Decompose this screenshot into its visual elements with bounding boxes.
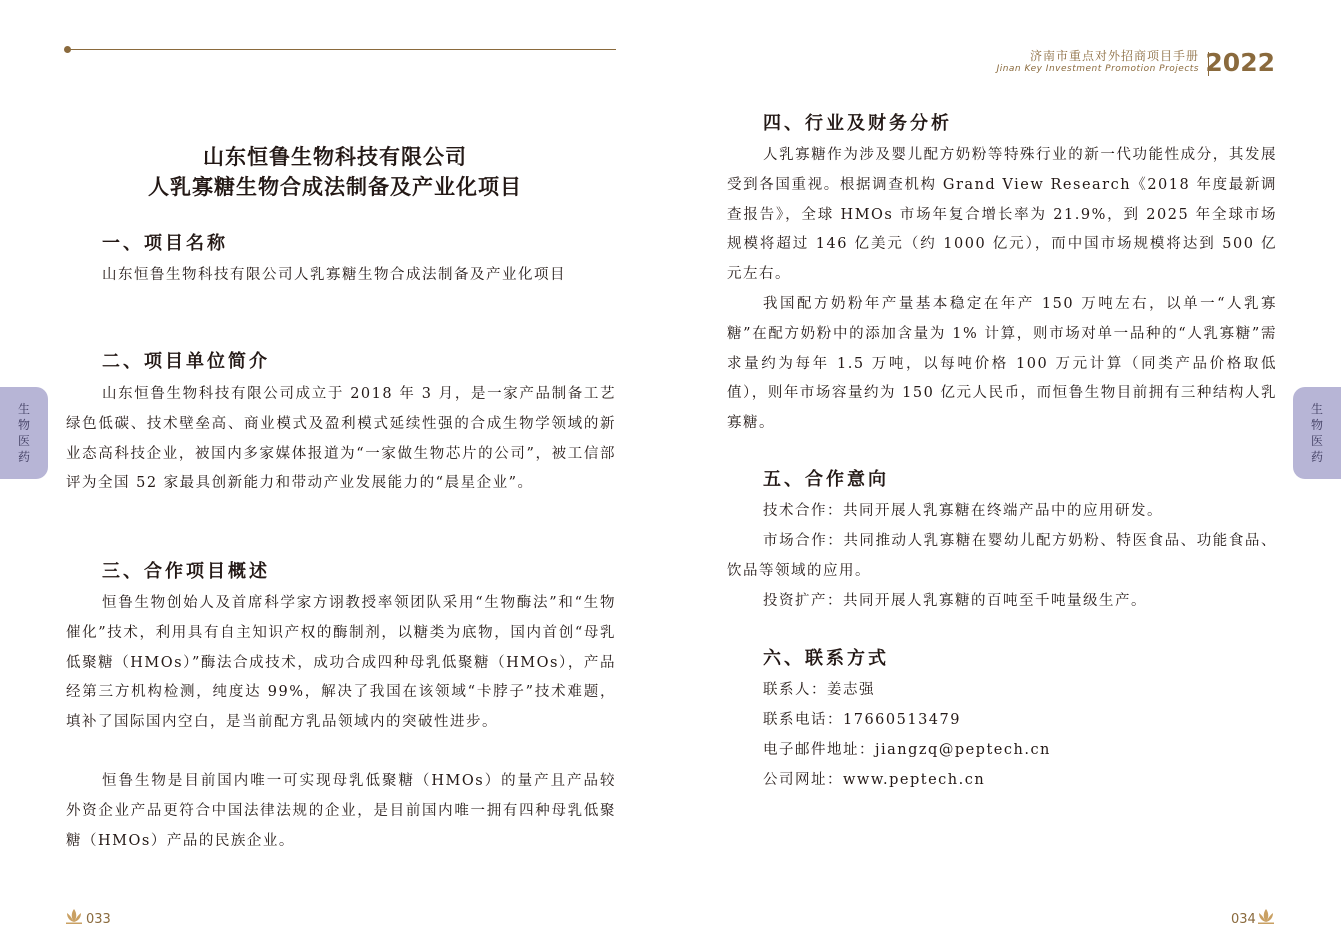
- section-heading-2: 二、项目单位简介: [102, 351, 270, 372]
- header-year: 2022: [1205, 48, 1275, 77]
- header-title-cn: 济南市重点对外招商项目手册: [1029, 49, 1199, 63]
- side-tab-char-3: 医: [17, 434, 30, 448]
- running-header: [965, 48, 1275, 78]
- section-heading-4: 四、行业及财务分析: [763, 113, 952, 134]
- section-heading-1: 一、项目名称: [102, 233, 228, 254]
- lotus-icon: [1255, 907, 1277, 925]
- section-5-para-1: 技术合作：共同开展人乳寡糖在终端产品中的应用研发。: [763, 503, 1163, 519]
- section-4-para-1: 人乳寡糖作为涉及婴儿配方奶粉等特殊行业的新一代功能性成分，其发展受到各国重视。根据调查机构 Grand View Research《2018 年度最新调查报告》，全球 HMOs 市场年复合增长率为 21.9%，到 2025 年全球市场规模将超过 146 亿美元（约 1000 亿元），而中国市场规模将达到 500 亿元左右。: [727, 147, 1277, 283]
- section-3-para-1: 恒鲁生物创始人及首席科学家方诩教授率领团队采用“生物酶法”和“生物催化”技术，利用具有自主知识产权的酶制剂，以糖类为底物，国内首创“母乳低聚糖（HMOs）”酶法合成技术，成功合成四种母乳低聚糖（HMOs），产品经第三方机构检测，纯度达 99%，解决了我国在该领域“卡脖子”技术难题，填补了国际国内空白，是当前配方乳品领域内的突破性进步。: [66, 595, 616, 731]
- header-title-en: Jinan Key Investment Promotion Projects: [996, 64, 1199, 74]
- contact-website: 公司网址：www.peptech.cn: [763, 772, 986, 788]
- header-rule: [68, 49, 616, 50]
- section-5-para-3: 投资扩产：共同开展人乳寡糖的百吨至千吨量级生产。: [763, 593, 1147, 609]
- section-5-para-2: 市场合作：共同推动人乳寡糖在婴幼儿配方奶粉、特医食品、功能食品、饮品等领域的应用。: [727, 533, 1277, 579]
- side-tab-char-1: 生: [1310, 402, 1323, 416]
- side-tab-char-2: 物: [17, 418, 30, 432]
- contact-phone: 联系电话：17660513479: [763, 712, 961, 728]
- project-title-line1: 山东恒鲁生物科技有限公司: [203, 144, 467, 169]
- running-header-text: [899, 48, 1199, 75]
- section-4-para-2: 我国配方奶粉年产量基本稳定在年产 150 万吨左右，以单一“人乳寡糖”在配方奶粉中的添加含量为 1% 计算，则市场对单一品种的“人乳寡糖”需求量约为每年 1.5 万吨，以每吨价格 100 万元计算（同类产品价格取低值），则年市场容量约为 150 亿元人民币，而恒鲁生物目前拥有三种结构人乳寡糖。: [727, 296, 1277, 432]
- section-heading-3: 三、合作项目概述: [102, 561, 270, 582]
- right-page: [671, 0, 1341, 941]
- side-tab-char-4: 药: [1310, 450, 1323, 464]
- side-tab-char-3: 医: [1310, 434, 1323, 448]
- lotus-icon: [63, 907, 85, 925]
- section-heading-5: 五、合作意向: [763, 469, 889, 490]
- page-number-left: 033: [86, 912, 111, 927]
- page-number-right: 034: [1231, 912, 1256, 927]
- contact-person: 联系人：姜志强: [763, 682, 875, 698]
- section-2-para-1: 山东恒鲁生物科技有限公司成立于 2018 年 3 月，是一家产品制备工艺绿色低碳、技术壁垒高、商业模式及盈利模式延续性强的合成生物学领域的新业态高科技企业，被国内多家媒体报道为“一家做生物芯片的公司”，被工信部评为全国 52 家最具创新能力和带动产业发展能力的“晨星企业”。: [66, 386, 616, 492]
- side-tab-char-1: 生: [17, 402, 30, 416]
- category-side-tab-right: [1293, 387, 1341, 479]
- section-3-para-2: 恒鲁生物是目前国内唯一可实现母乳低聚糖（HMOs）的量产且产品较外资企业产品更符合中国法律法规的企业，是目前国内唯一拥有四种母乳低聚糖（HMOs）产品的民族企业。: [66, 773, 616, 849]
- section-heading-6: 六、联系方式: [763, 648, 889, 669]
- side-tab-char-2: 物: [1310, 418, 1323, 432]
- section-1-para-1: 山东恒鲁生物科技有限公司人乳寡糖生物合成法制备及产业化项目: [102, 267, 566, 283]
- left-page: [0, 0, 670, 941]
- project-title-line2: 人乳寡糖生物合成法制备及产业化项目: [148, 174, 522, 199]
- side-tab-char-4: 药: [17, 450, 30, 464]
- contact-email: 电子邮件地址：jiangzq@peptech.cn: [763, 742, 1051, 758]
- category-side-tab-left: [0, 387, 48, 479]
